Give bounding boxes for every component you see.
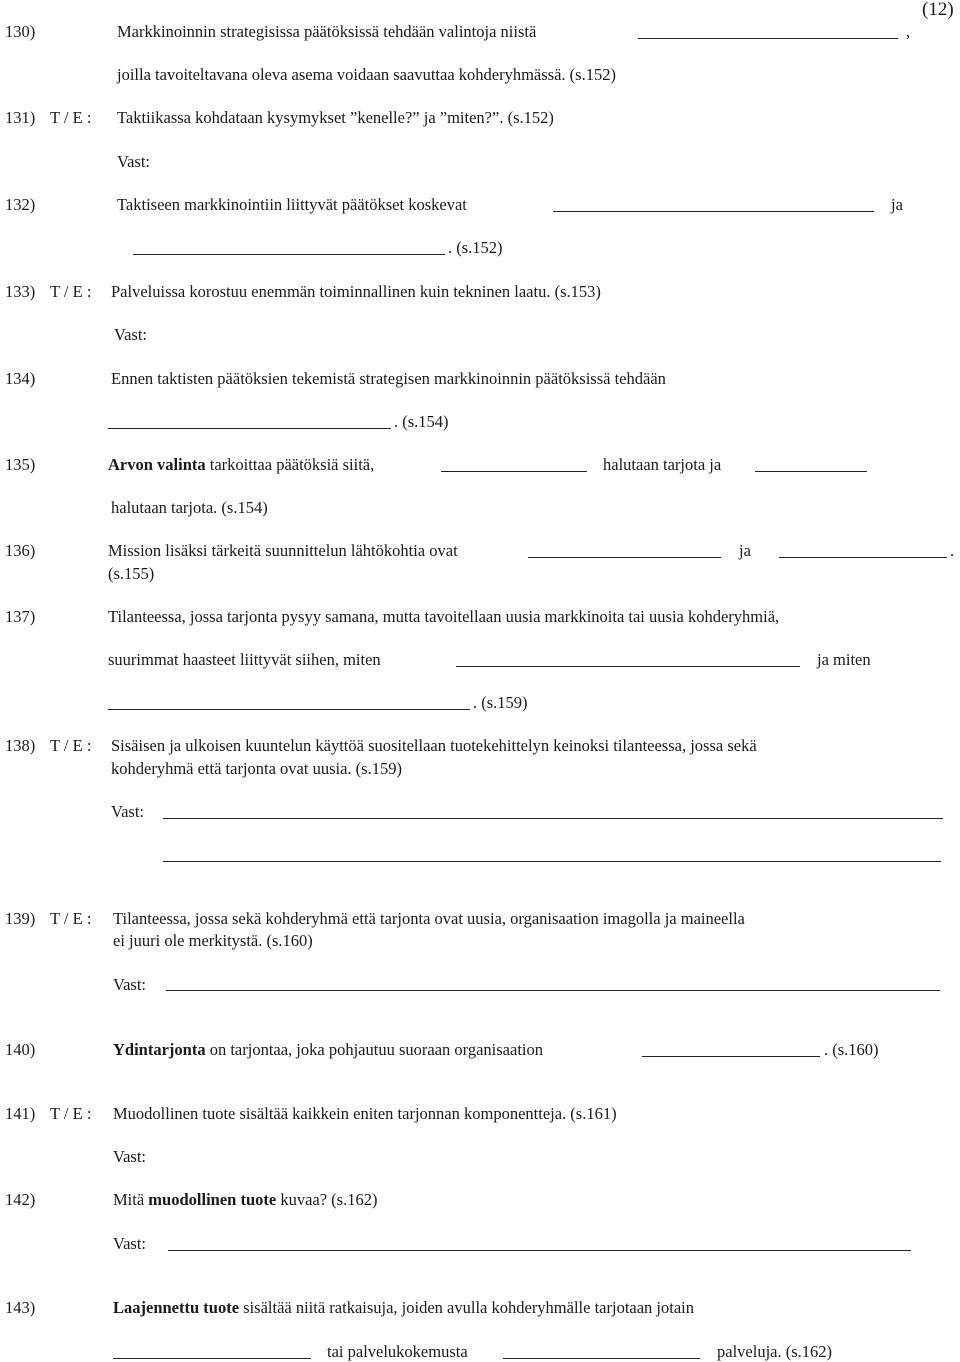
question-text: (s.155) — [108, 564, 155, 583]
question-text: ei juuri ole merkitystä. (s.160) — [113, 931, 313, 950]
question-text: kohderyhmä että tarjonta ovat uusia. (s.159) — [111, 759, 402, 778]
question-text: . — [950, 541, 955, 560]
answer-blank[interactable] — [441, 471, 587, 472]
question-text: halutaan tarjota ja — [603, 455, 722, 474]
answer-line[interactable] — [168, 1250, 911, 1251]
question-text: Mission lisäksi tärkeitä suunnittelun lähtökohtia ovat — [108, 541, 458, 560]
question-number: 136) — [5, 541, 36, 560]
answer-blank[interactable] — [108, 428, 391, 429]
question-number: 131) — [5, 108, 36, 127]
question-text: suurimmat haasteet liittyvät siihen, miten — [108, 650, 381, 669]
question-number: 133) — [5, 282, 36, 301]
question-text: palveluja. (s.162) — [717, 1342, 833, 1361]
bold-term: Ydintarjonta — [113, 1040, 206, 1059]
question-text: . (s.152) — [448, 238, 503, 257]
question-text: joilla tavoiteltavana oleva asema voidaan saavuttaa kohderyhmässä. (s.152) — [117, 65, 616, 84]
question-text: halutaan tarjota. (s.154) — [111, 498, 268, 517]
answer-blank[interactable] — [528, 557, 721, 558]
question-text: Palveluissa korostuu enemmän toiminnallinen kuin tekninen laatu. (s.153) — [111, 282, 601, 301]
question-text: , — [906, 22, 911, 41]
answer-label: Vast: — [114, 325, 147, 344]
question-number: 132) — [5, 195, 36, 214]
question-text: tarkoittaa päätöksiä siitä, — [209, 455, 375, 474]
question-text: Tilanteessa, jossa tarjonta pysyy samana, mutta tavoitellaan uusia markkinoita tai uusia kohderyhmiä, — [108, 607, 780, 626]
question-text: Taktiseen markkinointiin liittyvät päätökset koskevat — [117, 195, 467, 214]
answer-blank[interactable] — [553, 211, 874, 212]
answer-blank[interactable] — [642, 1056, 820, 1057]
question-text — [108, 455, 374, 475]
answer-label: Vast: — [117, 152, 150, 171]
question-text: Markkinoinnin strategisissa päätöksissä tehdään valintoja niistä — [117, 22, 537, 41]
question-number: 142) — [5, 1190, 36, 1209]
answer-blank[interactable] — [456, 666, 800, 667]
question-number: 140) — [5, 1040, 36, 1059]
question-text: Tilanteessa, jossa sekä kohderyhmä että tarjonta ovat uusia, organisaation imagolla ja maineella — [113, 909, 745, 928]
answer-label: Vast: — [111, 802, 144, 821]
question-text: . (s.154) — [394, 412, 449, 431]
answer-line[interactable] — [163, 818, 943, 819]
question-text: ja miten — [817, 650, 871, 669]
bold-term: muodollinen tuote — [148, 1190, 277, 1209]
question-text: ja — [739, 541, 751, 560]
question-text — [113, 1040, 543, 1060]
answer-line[interactable] — [166, 990, 940, 991]
question-text: Sisäisen ja ulkoisen kuuntelun käyttöä suositellaan tuotekehittelyn keinoksi tilanteessa, jossa sekä — [111, 736, 757, 755]
question-number: 135) — [5, 455, 36, 474]
question-number: 137) — [5, 607, 36, 626]
answer-blank[interactable] — [108, 709, 470, 710]
question-number: 130) — [5, 22, 36, 41]
true-false-tag: T / E : — [50, 282, 92, 301]
question-number: 134) — [5, 369, 36, 388]
question-text: on tarjontaa, joka pohjautuu suoraan organisaation — [209, 1040, 543, 1059]
question-text: tai palvelukokemusta — [327, 1342, 468, 1361]
question-text: Ennen taktisten päätöksien tekemistä strategisen markkinoinnin päätöksissä tehdään — [111, 369, 666, 388]
answer-line[interactable] — [163, 861, 941, 862]
answer-blank[interactable] — [503, 1358, 700, 1359]
question-number: 141) — [5, 1104, 36, 1123]
true-false-tag: T / E : — [50, 1104, 92, 1123]
answer-blank[interactable] — [779, 557, 947, 558]
bold-term: Arvon valinta — [108, 455, 206, 474]
bold-term: Laajennettu tuote — [113, 1298, 240, 1317]
answer-blank[interactable] — [133, 254, 445, 255]
answer-blank[interactable] — [755, 471, 867, 472]
answer-label: Vast: — [113, 975, 146, 994]
page-number: (12) — [922, 0, 954, 20]
answer-blank[interactable] — [638, 38, 898, 39]
answer-label: Vast: — [113, 1234, 146, 1253]
question-text: . (s.160) — [824, 1040, 879, 1059]
question-text: ja — [891, 195, 903, 214]
true-false-tag: T / E : — [50, 736, 92, 755]
true-false-tag: T / E : — [50, 108, 92, 127]
answer-blank[interactable] — [113, 1358, 311, 1359]
answer-label: Vast: — [113, 1147, 146, 1166]
question-number: 139) — [5, 909, 36, 928]
question-text — [113, 1190, 377, 1210]
question-number: 138) — [5, 736, 36, 755]
question-text: Taktiikassa kohdataan kysymykset ”kenelle?” ja ”miten?”. (s.152) — [117, 108, 554, 127]
question-text: Mitä — [113, 1190, 145, 1209]
question-text: kuvaa? (s.162) — [280, 1190, 378, 1209]
question-text — [113, 1298, 694, 1318]
question-text: . (s.159) — [473, 693, 528, 712]
question-number: 143) — [5, 1298, 36, 1317]
question-text: Muodollinen tuote sisältää kaikkein eniten tarjonnan komponentteja. (s.161) — [113, 1104, 617, 1123]
true-false-tag: T / E : — [50, 909, 92, 928]
question-text: sisältää niitä ratkaisuja, joiden avulla kohderyhmälle tarjotaan jotain — [243, 1298, 695, 1317]
